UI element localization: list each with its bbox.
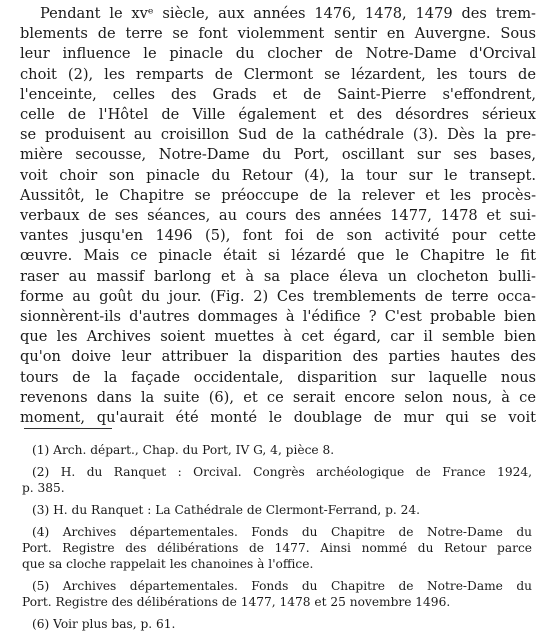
footnote-line: (2) H. du Ranquet : Orcival. Congrès archéologique de France 1924, [32, 465, 532, 479]
text-line: choit (2), les remparts de Clermont se lézardent, les tours de [20, 65, 536, 83]
text-line: se produisent au croisillon Sud de la cathédrale (3). Dès la pre- [20, 126, 536, 144]
text-line: mière secousse, Notre-Dame du Port, oscillant sur ses bases, [20, 146, 536, 164]
text-line: voit choir son pinacle du Retour (4), la tour sur le transept. [20, 166, 536, 184]
main-paragraph [20, 4, 536, 428]
footnote-line: Port. Registre des délibérations de 1477, 1478 et 25 novembre 1496. [22, 595, 451, 609]
text-line: l'enceinte, celles des Grads et de Saint-Pierre s'effondrent, [20, 85, 536, 103]
footnote-line: que sa cloche rappelait les chanoines à l'office. [22, 557, 314, 571]
footnote-line: p. 385. [22, 481, 65, 495]
text-line: tours de la façade occidentale, disparition sur laquelle nous [20, 368, 536, 386]
footnote-line: (1) Arch. départ., Chap. du Port, IV G, 4, pièce 8. [32, 443, 335, 457]
footnote-3 [22, 502, 532, 518]
text-line: leur influence le pinacle du clocher de Notre-Dame d'Orcival [20, 45, 536, 63]
footnote-separator [24, 428, 112, 429]
text-line: sionnèrent-ils d'autres dommages à l'édifice ? C'est probable bien [20, 308, 536, 326]
footnote-line: (6) Voir plus bas, p. 61. [32, 617, 176, 631]
footnotes [22, 442, 532, 638]
footnote-line: (4) Archives départementales. Fonds du Chapitre de Notre-Dame du [32, 525, 532, 539]
footnote-line: Port. Registre des délibérations de 1477. Ainsi nommé du Retour parce [22, 541, 532, 555]
text-line: que les Archives soient muettes à cet égard, car il semble bien [20, 328, 536, 346]
footnote-6 [22, 616, 532, 632]
footnote-4 [22, 524, 532, 572]
text-line: forme au goût du jour. (Fig. 2) Ces tremblements de terre occa- [20, 287, 536, 305]
text-line: qu'on doive leur attribuer la disparition des parties hautes des [20, 348, 536, 366]
text-line: raser au massif barlong et à sa place éleva un clocheton bulli- [20, 267, 536, 285]
text-line: moment, qu'aurait été monté le doublage de mur qui se voit [20, 409, 536, 427]
text-line: revenons dans la suite (6), et ce serait encore selon nous, à ce [20, 388, 536, 406]
text-line: blements de terre se font violemment sentir en Auvergne. Sous [20, 25, 536, 43]
footnote-2 [22, 464, 532, 496]
text-line: Pendant le xvᵉ siècle, aux années 1476, 1478, 1479 des trem- [40, 5, 536, 22]
footnote-line: (5) Archives départementales. Fonds du Chapitre de Notre-Dame du [32, 579, 532, 593]
text-line: verbaux de ses séances, au cours des années 1477, 1478 et sui- [20, 207, 536, 225]
text-line: Aussitôt, le Chapitre se préoccupe de la relever et les procès- [20, 186, 536, 204]
footnote-line: (3) H. du Ranquet : La Cathédrale de Clermont-Ferrand, p. 24. [32, 503, 421, 517]
text-line: œuvre. Mais ce pinacle était si lézardé que le Chapitre le fit [20, 247, 536, 265]
footnote-1 [22, 442, 532, 458]
text-line: celle de l'Hôtel de Ville également et des désordres sérieux [20, 106, 536, 124]
text-line: vantes jusqu'en 1496 (5), font foi de son activité pour cette [20, 227, 536, 245]
footnote-5 [22, 578, 532, 610]
